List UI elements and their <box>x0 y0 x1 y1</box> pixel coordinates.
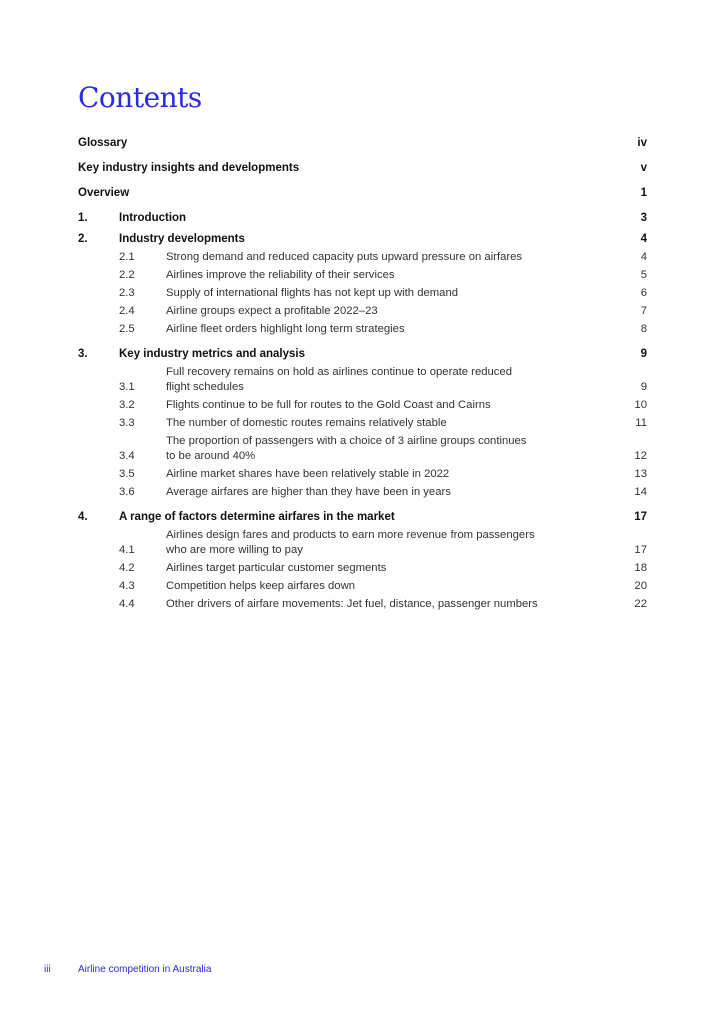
toc-subsection-page: 7 <box>640 305 647 317</box>
toc-subsection-page: 13 <box>634 468 647 480</box>
toc-entry-page: iv <box>637 137 647 149</box>
toc-subsection-number: 3.6 <box>119 486 135 498</box>
toc-entry[interactable] <box>78 161 647 176</box>
toc-subsection[interactable] <box>78 528 647 558</box>
toc-section[interactable] <box>78 211 647 226</box>
toc-subsection-label-line: Flights continue to be full for routes to the Gold Coast and Cairns <box>166 399 491 411</box>
toc-subsection[interactable] <box>78 398 647 413</box>
toc-subsection-page: 5 <box>640 269 647 281</box>
toc-subsection-number: 2.2 <box>119 269 135 281</box>
toc-subsection-page: 4 <box>640 251 647 263</box>
toc-section-page: 17 <box>634 511 647 523</box>
toc-subsection[interactable] <box>78 322 647 337</box>
toc-section-page: 9 <box>640 348 647 360</box>
toc-subsection-label <box>166 365 627 395</box>
toc-subsection-label-line: The number of domestic routes remains relatively stable <box>166 417 447 429</box>
toc-subsection[interactable] <box>78 467 647 482</box>
section-spacer <box>78 503 647 510</box>
toc-entry[interactable] <box>78 186 647 201</box>
toc-subsection-page: 9 <box>640 381 647 393</box>
toc-subsection-page: 8 <box>640 323 647 335</box>
toc-subsection-number: 4.2 <box>119 562 135 574</box>
toc-subsection-number: 2.3 <box>119 287 135 299</box>
section-spacer <box>78 340 647 347</box>
toc-subsection-label-line: Average airfares are higher than they have been in years <box>166 486 451 498</box>
toc-entry-label: Key industry insights and developments <box>78 162 300 174</box>
toc-subsection-number: 3.2 <box>119 399 135 411</box>
toc-subsection-number: 2.1 <box>119 251 135 263</box>
toc-subsection[interactable] <box>78 286 647 301</box>
toc-subsection-label-line: to be around 40% <box>166 450 256 462</box>
toc-subsection-label <box>166 286 627 301</box>
page-title: Contents <box>78 81 202 114</box>
toc-subsection-number: 2.4 <box>119 305 135 317</box>
toc-subsection-label-line: Supply of international flights has not kept up with demand <box>166 287 459 299</box>
toc-entry-label: Overview <box>78 187 130 199</box>
toc-subsection-label-line: The proportion of passengers with a choice of 3 airline groups continues <box>166 435 527 447</box>
footer-document-title: Airline competition in Australia <box>78 964 212 975</box>
toc-subsection[interactable] <box>78 434 647 464</box>
toc-section-label: Industry developments <box>119 233 245 245</box>
toc-subsection-page: 20 <box>634 580 647 592</box>
toc-subsection-label-line: Airline fleet orders highlight long term strategies <box>166 323 405 335</box>
toc-subsection-label <box>166 322 627 337</box>
toc-section-label: Key industry metrics and analysis <box>119 348 305 360</box>
toc-section-page: 4 <box>640 233 647 245</box>
page-footer <box>44 964 211 975</box>
toc-subsection-number: 3.5 <box>119 468 135 480</box>
toc-section-page: 3 <box>640 212 647 224</box>
toc-subsection-label <box>166 485 627 500</box>
toc-subsection-label <box>166 561 627 576</box>
toc-section-label: Introduction <box>119 212 187 224</box>
toc-section-number: 1. <box>78 212 88 224</box>
toc-subsection-page: 10 <box>634 399 647 411</box>
toc-subsection-page: 18 <box>634 562 647 574</box>
toc-subsection-label <box>166 250 627 265</box>
toc-section-number: 4. <box>78 511 88 523</box>
toc-subsection[interactable] <box>78 304 647 319</box>
toc-subsection-label <box>166 434 627 464</box>
toc-section-number: 3. <box>78 348 88 360</box>
toc-subsection-label-line: Full recovery remains on hold as airlines continue to operate reduced <box>166 366 513 378</box>
toc-subsection[interactable] <box>78 365 647 395</box>
toc-subsection-label <box>166 597 627 612</box>
toc-subsection-number: 2.5 <box>119 323 135 335</box>
toc-subsection-number: 4.4 <box>119 598 135 610</box>
toc-subsection-label-line: Strong demand and reduced capacity puts upward pressure on airfares <box>166 251 523 263</box>
toc-entry-label: Glossary <box>78 137 128 149</box>
table-of-contents <box>78 136 647 622</box>
toc-subsection-label <box>166 579 627 594</box>
toc-subsection[interactable] <box>78 485 647 500</box>
toc-subsection-label-line: Airline market shares have been relatively stable in 2022 <box>166 468 450 480</box>
toc-subsection-label <box>166 398 627 413</box>
toc-subsection-label-line: Airlines target particular customer segments <box>166 562 387 574</box>
toc-subsection-page: 12 <box>634 450 647 462</box>
section-spacer <box>78 615 647 622</box>
toc-subsection-label-line: who are more willing to pay <box>166 544 303 556</box>
toc-section-number: 2. <box>78 233 88 245</box>
toc-subsection-label-line: Airline groups expect a profitable 2022–23 <box>166 305 378 317</box>
toc-subsection-number: 4.1 <box>119 544 135 556</box>
toc-subsection-label <box>166 304 627 319</box>
toc-subsection-number: 3.3 <box>119 417 135 429</box>
toc-section[interactable] <box>78 510 647 525</box>
toc-entry[interactable] <box>78 136 647 151</box>
toc-subsection-number: 3.1 <box>119 381 135 393</box>
footer-page-number: iii <box>44 964 51 975</box>
toc-section-label: A range of factors determine airfares in the market <box>119 511 395 523</box>
toc-subsection[interactable] <box>78 579 647 594</box>
toc-subsection[interactable] <box>78 416 647 431</box>
toc-subsection-label-line: Competition helps keep airfares down <box>166 580 356 592</box>
toc-subsection-page: 6 <box>640 287 647 299</box>
toc-subsection[interactable] <box>78 268 647 283</box>
toc-subsection-page: 22 <box>634 598 647 610</box>
toc-subsection[interactable] <box>78 561 647 576</box>
toc-subsection-page: 14 <box>634 486 647 498</box>
toc-subsection-label <box>166 467 627 482</box>
toc-subsection-label-line: Other drivers of airfare movements: Jet fuel, distance, passenger numbers <box>166 598 538 610</box>
toc-subsection-number: 3.4 <box>119 450 135 462</box>
toc-subsection-page: 17 <box>634 544 647 556</box>
toc-section[interactable] <box>78 232 647 247</box>
toc-subsection-label-line: Airlines design fares and products to earn more revenue from passengers <box>166 529 535 541</box>
toc-subsection-number: 4.3 <box>119 580 135 592</box>
toc-subsection-label <box>166 268 627 283</box>
toc-section[interactable] <box>78 347 647 362</box>
toc-entry-page: 1 <box>640 187 647 199</box>
toc-subsection-label-line: Airlines improve the reliability of their services <box>166 269 395 281</box>
toc-subsection-label <box>166 416 627 431</box>
toc-subsection[interactable] <box>78 250 647 265</box>
toc-subsection-label-line: flight schedules <box>166 381 244 393</box>
toc-subsection-label <box>166 528 627 558</box>
toc-subsection[interactable] <box>78 597 647 612</box>
toc-subsection-page: 11 <box>635 417 647 429</box>
toc-entry-page: v <box>640 162 647 174</box>
